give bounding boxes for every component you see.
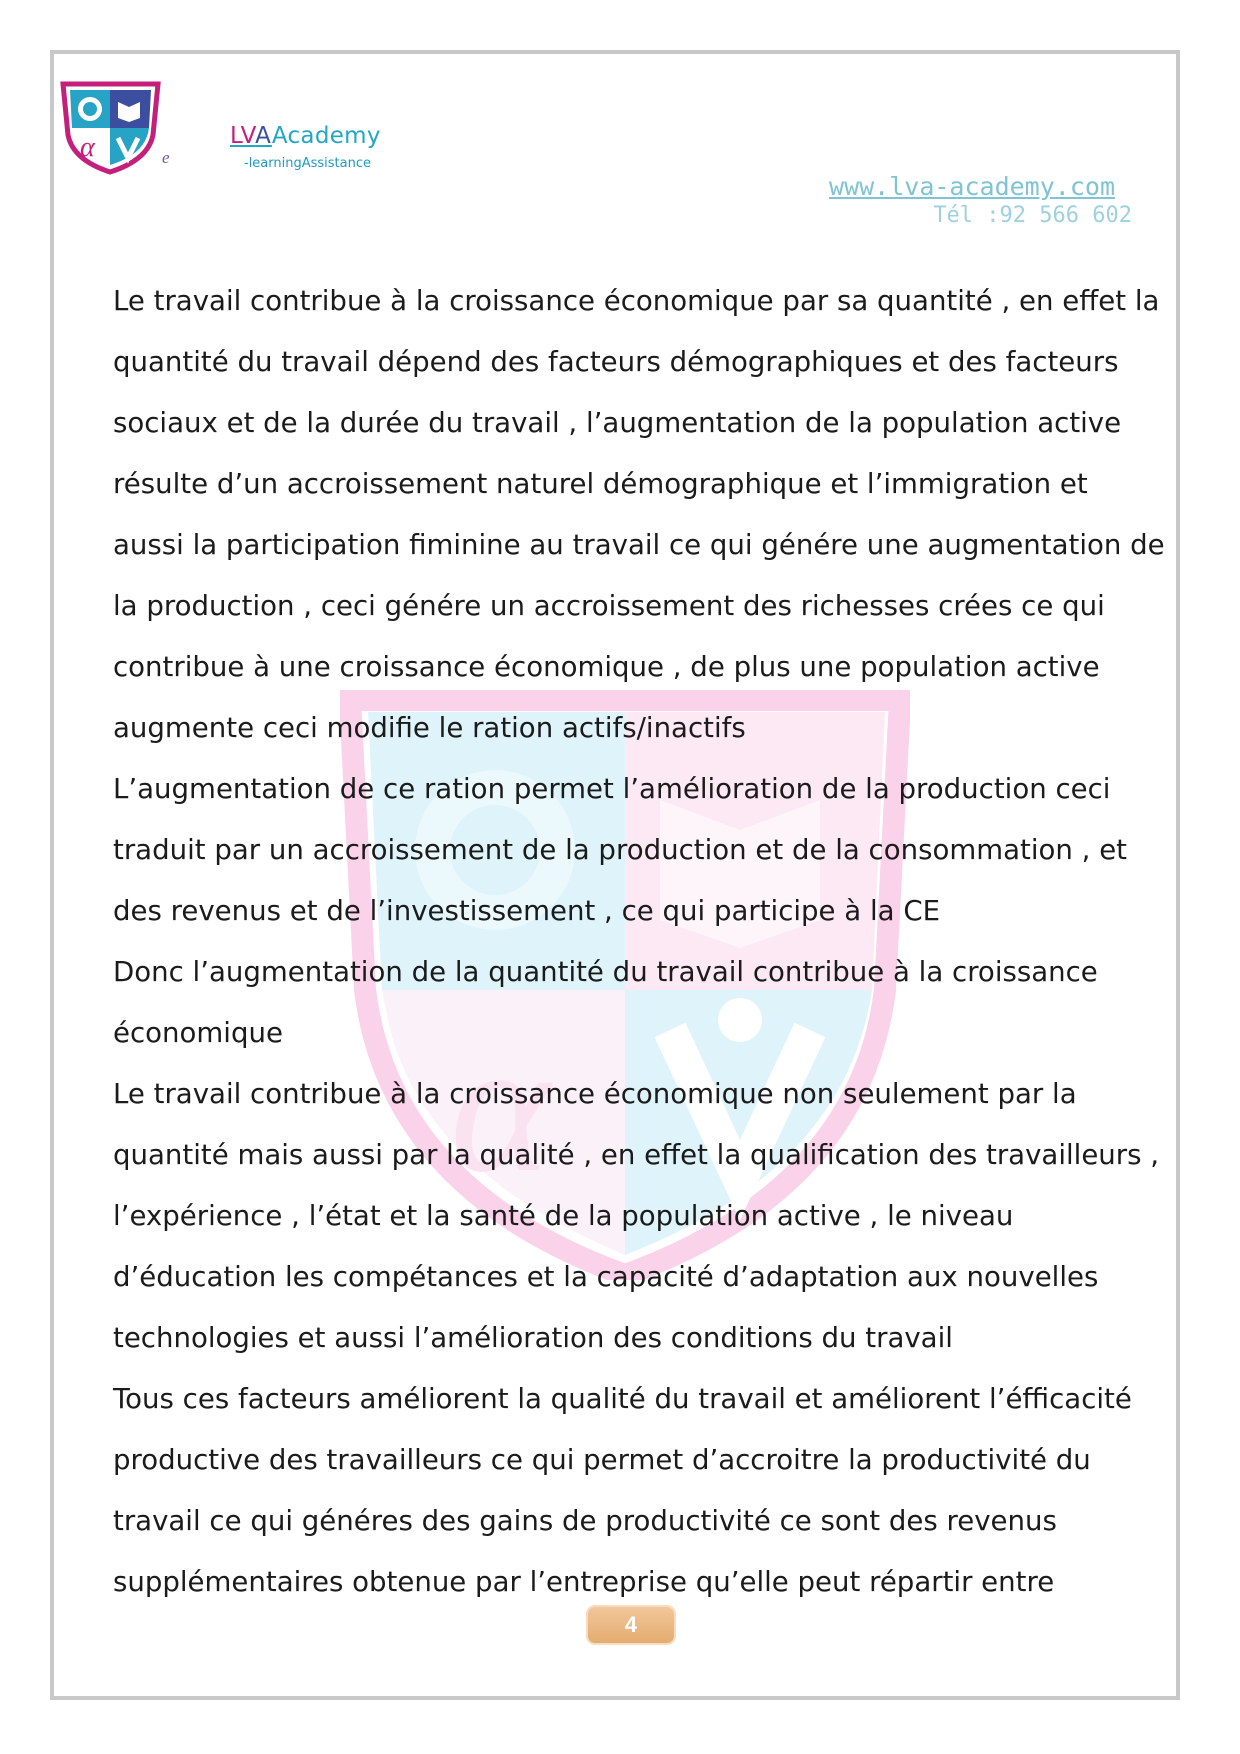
text-line: économique: [113, 1016, 283, 1049]
text-line: résulte d’un accroissement naturel démographique et l’immigration et: [113, 467, 1088, 500]
logo-suffix: e: [162, 148, 170, 167]
text-line: travail ce qui généres des gains de productivité ce sont des revenus: [113, 1504, 1057, 1537]
text-line: supplémentaires obtenue par l’entreprise qu’elle peut répartir entre: [113, 1565, 1055, 1598]
text-line: Le travail contribue à la croissance économique par sa quantité , en effet la: [113, 284, 1160, 317]
brand-a: A: [255, 123, 272, 149]
text-line: l’expérience , l’état et la santé de la population active , le niveau: [113, 1199, 1014, 1232]
brand-tagline: -learningAssistance: [244, 156, 371, 171]
phone-number: Tél :92 566 602: [933, 203, 1132, 228]
text-line: traduit par un accroissement de la production et de la consommation , et: [113, 833, 1127, 866]
brand-academy: Academy: [271, 123, 381, 149]
text-line: sociaux et de la durée du travail , l’augmentation de la population active: [113, 406, 1122, 439]
text-line: d’éducation les compétances et la capacité d’adaptation aux nouvelles: [113, 1260, 1099, 1293]
text-line: productive des travailleurs ce qui permet d’accroitre la productivité du: [113, 1443, 1091, 1476]
document-body: [113, 270, 1165, 1612]
text-line: Le travail contribue à la croissance économique non seulement par la: [113, 1077, 1077, 1110]
brand-lv: LV: [230, 123, 256, 149]
page-number-badge: 4: [588, 1607, 674, 1643]
text-line: technologies et aussi l’amélioration des conditions du travail: [113, 1321, 953, 1354]
text-line: contribue à une croissance économique , de plus une population active: [113, 650, 1100, 683]
svg-text:α: α: [450, 1002, 550, 1212]
brand-name: [230, 123, 381, 149]
text-line: quantité du travail dépend des facteurs démographiques et des facteurs: [113, 345, 1119, 378]
svg-text:α: α: [80, 132, 95, 163]
text-line: la production , ceci génére un accroissement des richesses crées ce qui: [113, 589, 1105, 622]
text-line: L’augmentation de ce ration permet l’amélioration de la production ceci: [113, 772, 1111, 805]
text-line: Donc l’augmentation de la quantité du travail contribue à la croissance: [113, 955, 1098, 988]
text-line: Tous ces facteurs améliorent la qualité du travail et améliorent l’éfficacité: [113, 1382, 1132, 1415]
text-line: des revenus et de l’investissement , ce qui participe à la CE: [113, 894, 941, 927]
text-line: aussi la participation fiminine au travail ce qui génére une augmentation de: [113, 528, 1165, 561]
text-line: quantité mais aussi par la qualité , en effet la qualification des travailleurs ,: [113, 1138, 1160, 1171]
website-link[interactable]: www.lva-academy.com: [829, 172, 1115, 201]
text-line: augmente ceci modifie le ration actifs/inactifs: [113, 711, 746, 744]
lva-logo-icon: [58, 80, 163, 175]
